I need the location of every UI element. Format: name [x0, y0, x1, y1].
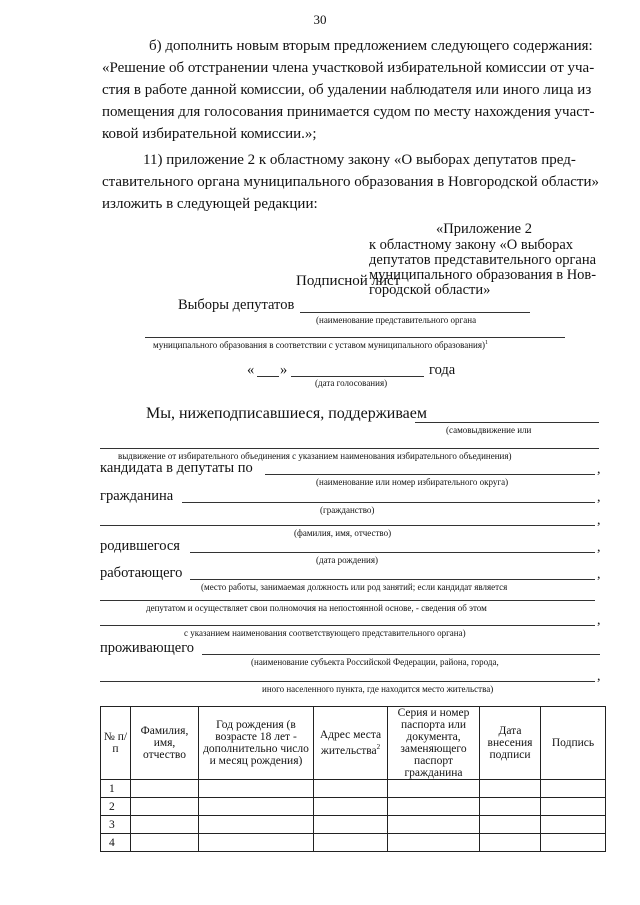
- header-passport: Серия и номер паспорта или документа, заменяющего паспорт гражданина: [388, 707, 480, 780]
- text-line-8: изложить в следующей редакции:: [102, 196, 318, 212]
- row-number: 4: [101, 834, 131, 852]
- signature-table: [100, 706, 606, 852]
- citizen-label: гражданина: [100, 488, 174, 504]
- appendix-line-1: «Приложение 2: [436, 221, 532, 237]
- cell-fullname[interactable]: [131, 834, 199, 852]
- text-line-1: б) дополнить новым вторым предложением следующего содержания:: [149, 38, 593, 54]
- form-title: Подписной лист: [296, 273, 401, 289]
- header-sign-date: Дата внесения подписи: [480, 707, 541, 780]
- caption-self-nomination: (самовыдвижение или: [446, 425, 532, 435]
- cell-signature[interactable]: [541, 834, 606, 852]
- text-line-6: 11) приложение 2 к областному закону «О выборах депутатов пред-: [143, 152, 576, 168]
- text-line-3: стия в работе данной комиссии, об удалении наблюдателя или иного лица из: [102, 82, 592, 98]
- caption-vote-date: (дата голосования): [315, 378, 388, 388]
- cell-sign-date[interactable]: [480, 798, 541, 816]
- caption-district: (наименование или номер избирательного округа): [316, 477, 509, 487]
- cell-signature[interactable]: [541, 780, 606, 798]
- cell-address[interactable]: [314, 816, 388, 834]
- comma-7: ,: [597, 669, 601, 684]
- cell-birth-year[interactable]: [199, 798, 314, 816]
- cell-sign-date[interactable]: [480, 780, 541, 798]
- cell-birth-year[interactable]: [199, 780, 314, 798]
- appendix-line-3: депутатов представительного органа: [369, 252, 597, 268]
- cell-address[interactable]: [314, 798, 388, 816]
- appendix-line-4: муниципального образования в Нов-: [369, 267, 597, 283]
- caption-deputy: депутатом и осуществляет свои полномочия на непостоянной основе, - сведения об этом: [146, 603, 487, 613]
- municipality-blank: [145, 337, 565, 338]
- work-blank-3: [100, 625, 595, 626]
- support-text: Мы, нижеподписавшиеся, поддерживаем: [146, 405, 427, 422]
- fullname-blank: [100, 525, 595, 526]
- support-blank: [415, 422, 599, 423]
- caption-body-name: (наименование представительного органа: [316, 315, 477, 325]
- year-label: года: [429, 362, 456, 378]
- cell-fullname[interactable]: [131, 798, 199, 816]
- header-birth-year: Год рождения (в возрасте 18 лет - дополнительно число и месяц рождения): [199, 707, 314, 780]
- appendix-line-5: городской области»: [369, 282, 491, 298]
- cell-fullname[interactable]: [131, 816, 199, 834]
- cell-passport[interactable]: [388, 816, 480, 834]
- caption-work: (место работы, занимаемая должность или род занятий; если кандидат является: [201, 582, 508, 592]
- residing-label: проживающего: [100, 640, 195, 656]
- table-row: [101, 816, 606, 834]
- date-close-quote: »: [280, 362, 288, 378]
- comma-2: ,: [597, 490, 601, 505]
- born-label: родившегося: [100, 538, 180, 554]
- text-line-5: ковой избирательной комиссии.»;: [102, 126, 317, 142]
- appendix-line-2: к областному закону «О выборах: [369, 237, 574, 253]
- cell-passport[interactable]: [388, 798, 480, 816]
- cell-passport[interactable]: [388, 834, 480, 852]
- table-header-row: [101, 707, 606, 780]
- header-address: Адрес места жительства$^2$: [314, 707, 388, 780]
- work-blank-2: [100, 600, 595, 601]
- cell-signature[interactable]: [541, 798, 606, 816]
- caption-locality: иного населенного пункта, где находится место жительства): [262, 684, 494, 694]
- row-number: 3: [101, 816, 131, 834]
- cell-birth-year[interactable]: [199, 816, 314, 834]
- cell-address[interactable]: [314, 780, 388, 798]
- caption-fullname: (фамилия, имя, отчество): [294, 528, 392, 538]
- caption-nomination: выдвижение от избирательного объединения с указанием наименования избирательного объединения): [118, 451, 512, 461]
- text-line-2: «Решение об отстранении члена участковой избирательной комиссии от уча-: [102, 60, 595, 76]
- text-line-7: ставительного органа муниципального образования в Новгородской области»: [102, 174, 600, 190]
- nomination-blank: [100, 448, 599, 449]
- date-open-quote: «: [247, 362, 255, 378]
- comma-3: ,: [597, 513, 601, 528]
- citizenship-blank: [182, 502, 595, 503]
- cell-sign-date[interactable]: [480, 834, 541, 852]
- cell-fullname[interactable]: [131, 780, 199, 798]
- row-number: 2: [101, 798, 131, 816]
- day-blank: [257, 376, 279, 377]
- caption-municipality: муниципального образования в соответствии с уставом муниципального образования)$^1$: [153, 340, 488, 350]
- cell-birth-year[interactable]: [199, 834, 314, 852]
- cell-signature[interactable]: [541, 816, 606, 834]
- residence-blank: [202, 654, 600, 655]
- caption-organ: с указанием наименования соответствующего представительного органа): [184, 628, 466, 638]
- work-blank: [190, 579, 595, 580]
- header-signature: Подпись: [541, 707, 606, 780]
- cell-sign-date[interactable]: [480, 816, 541, 834]
- elections-blank: [300, 312, 530, 313]
- page-number: 30: [313, 12, 327, 27]
- header-number: № п/п: [101, 707, 131, 780]
- table-row: [101, 798, 606, 816]
- cell-passport[interactable]: [388, 780, 480, 798]
- elections-label: Выборы депутатов: [178, 297, 295, 313]
- comma-1: ,: [597, 462, 601, 477]
- row-number: 1: [101, 780, 131, 798]
- comma-5: ,: [597, 567, 601, 582]
- candidate-label: кандидата в депутаты по: [100, 460, 253, 476]
- district-blank: [265, 474, 595, 475]
- caption-citizenship: (гражданство): [320, 505, 375, 515]
- header-fullname: Фамилия, имя, отчество: [131, 707, 199, 780]
- residence-blank-2: [100, 681, 595, 682]
- working-label: работающего: [100, 565, 183, 581]
- caption-subject: (наименование субъекта Российской Федерации, района, города,: [251, 657, 499, 667]
- caption-birthdate: (дата рождения): [316, 555, 378, 565]
- cell-address[interactable]: [314, 834, 388, 852]
- month-blank: [291, 376, 424, 377]
- table-row: [101, 834, 606, 852]
- text-line-4: помещения для голосования принимается судом по месту нахождения участ-: [102, 104, 595, 120]
- comma-6: ,: [597, 613, 601, 628]
- birthdate-blank: [190, 552, 595, 553]
- comma-4: ,: [597, 540, 601, 555]
- table-row: [101, 780, 606, 798]
